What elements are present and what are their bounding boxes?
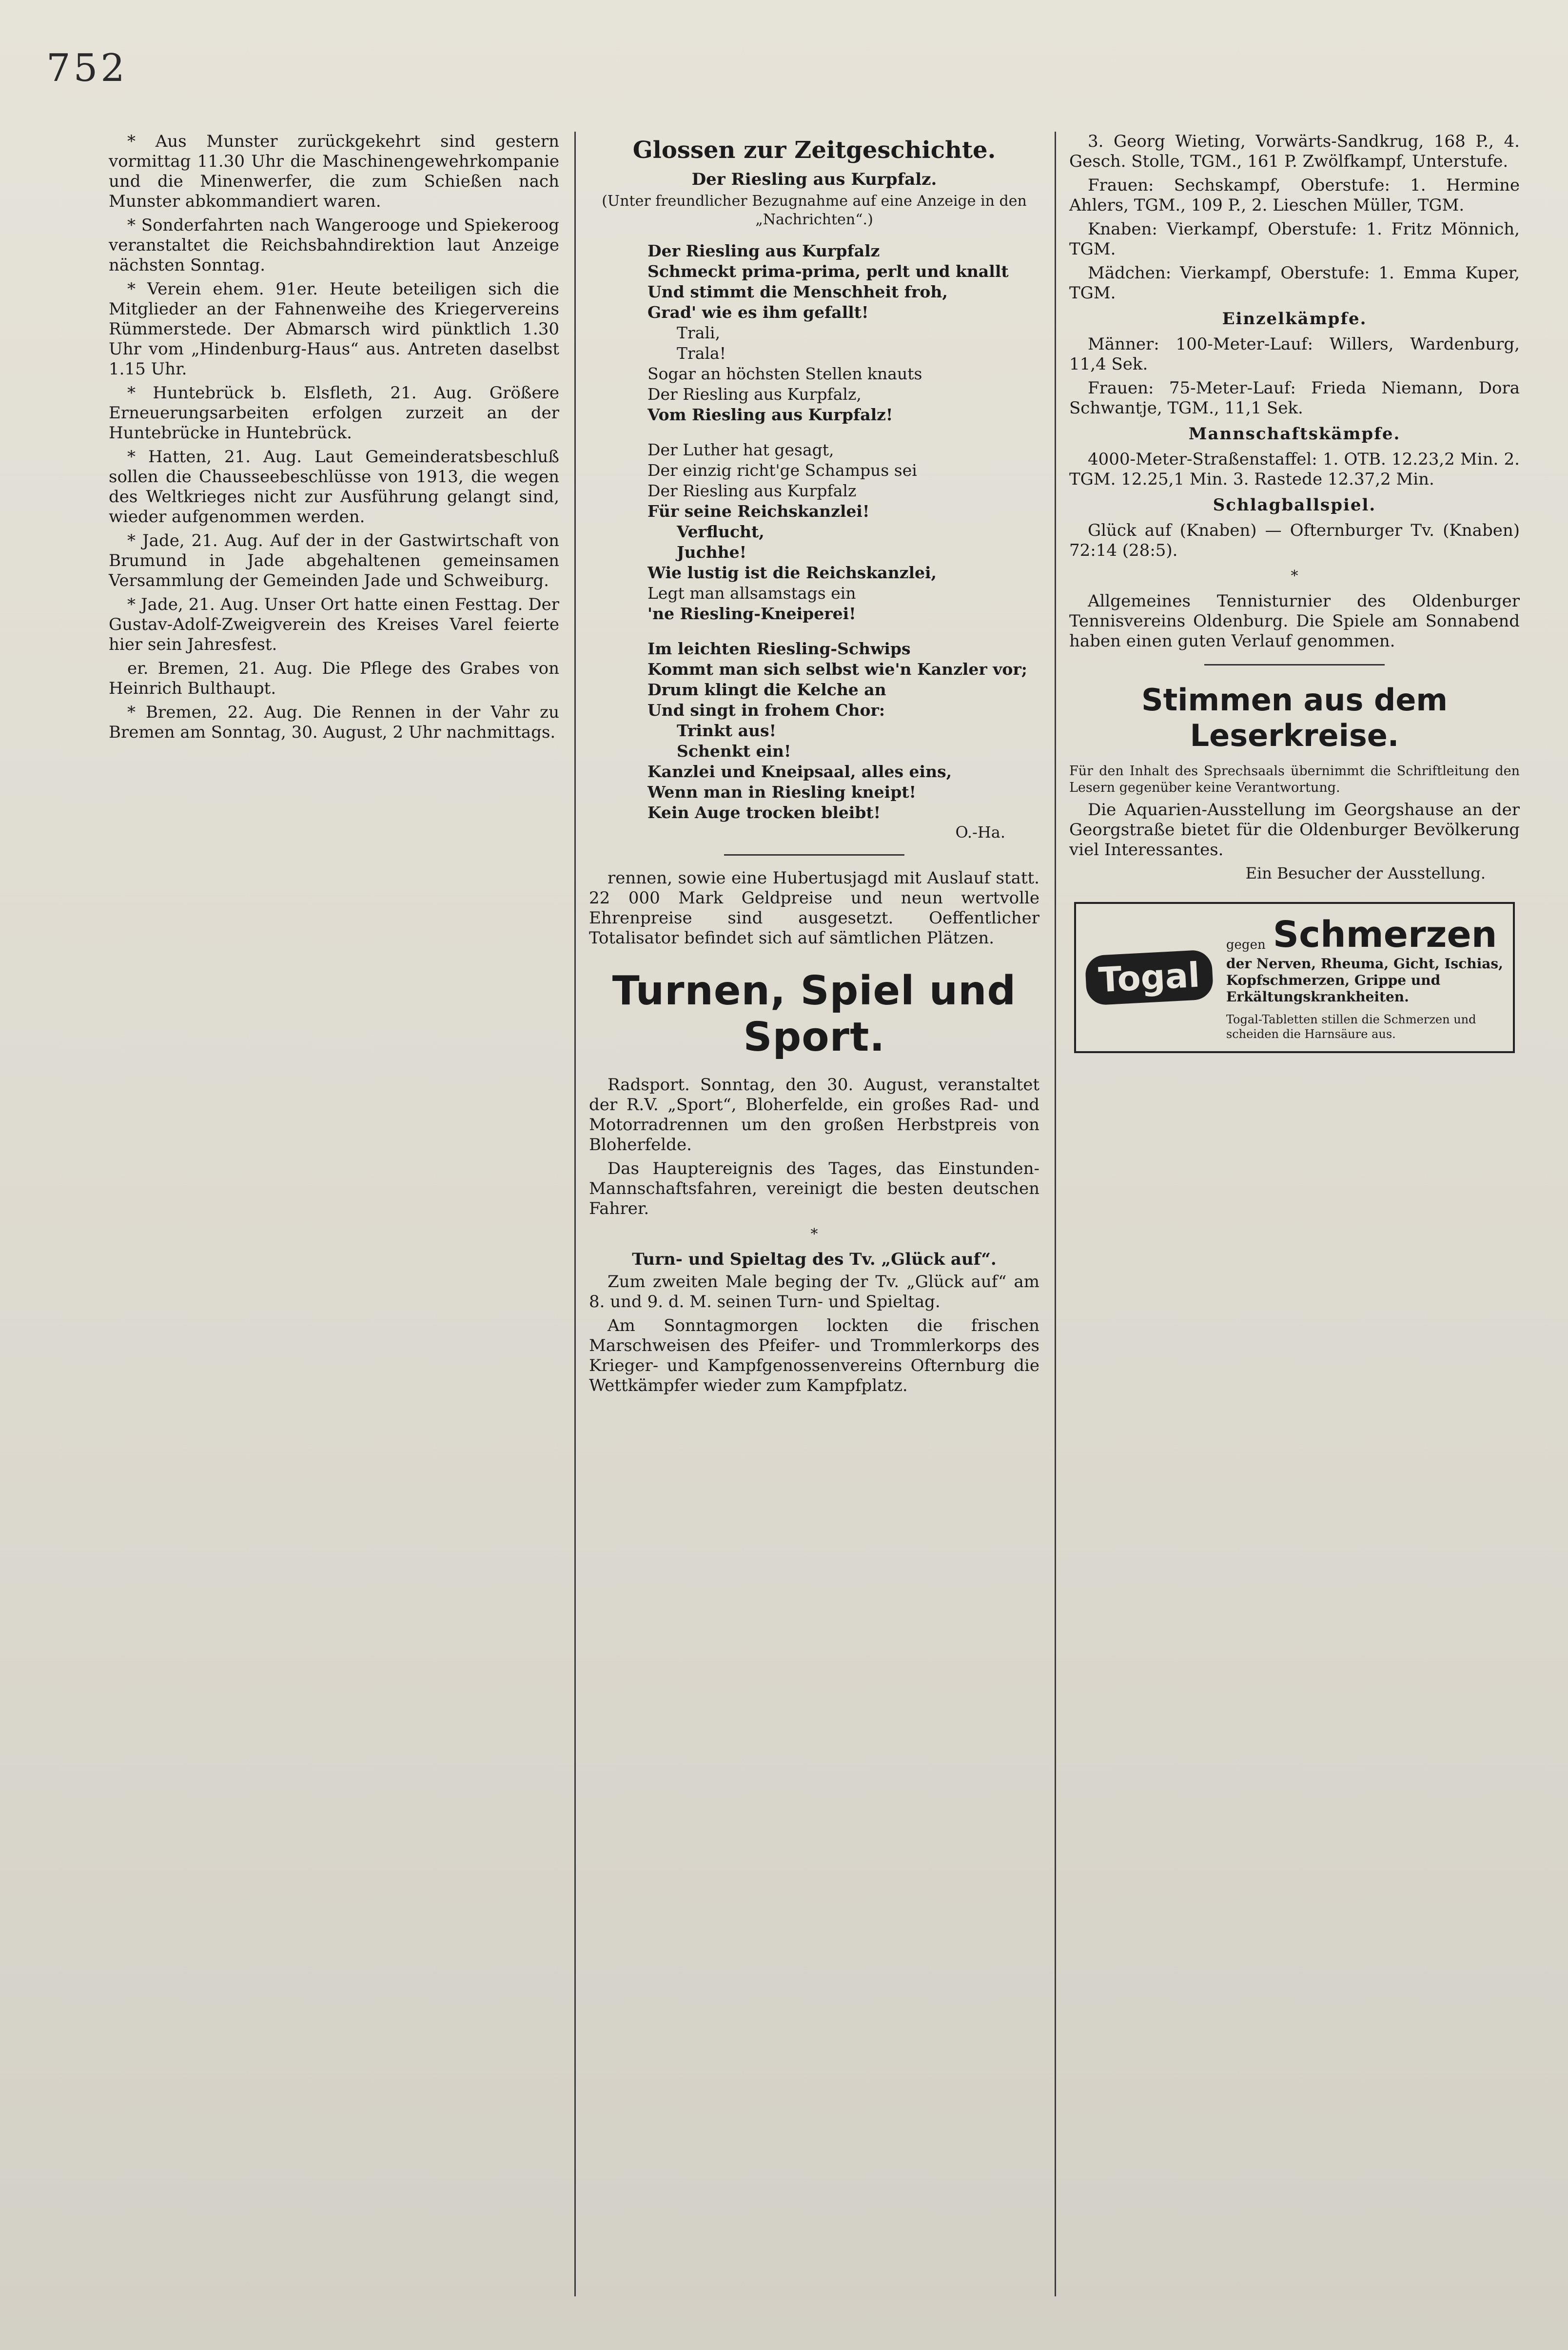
disclaimer: Für den Inhalt des Sprechsaals übernimmt die Schriftleitung den Lesern gegenüber keine Verantwortung.: [1069, 764, 1520, 795]
news-item: * Huntebrück b. Elsfleth, 21. Aug. Größere Erneuerungsarbeiten erfolgen zurzeit an der Huntebrücke in Huntebrück.: [109, 383, 559, 443]
news-item: Am Sonntagmorgen lockten die frischen Marschweisen des Pfeifer- und Trommlerkorps des Krieger- und Kampfgenossenvereins Ofternburg die Wettkämpfer wieder zum Kampfplatz.: [589, 1316, 1039, 1395]
poem-line: Und singt in frohem Chor:: [647, 701, 885, 720]
poem-line: Der Riesling aus Kurpfalz: [647, 241, 880, 260]
poem-line: Legt man allsamstags ein: [647, 584, 856, 603]
poem-line: Der einzig richt'ge Schampus sei: [647, 461, 917, 480]
news-item: er. Bremen, 21. Aug. Die Pflege des Grabes von Heinrich Bulthaupt.: [109, 659, 559, 698]
results-item: Männer: 100-Meter-Lauf: Willers, Wardenburg, 11,4 Sek.: [1069, 334, 1520, 374]
news-item: * Jade, 21. Aug. Auf der in der Gastwirtschaft von Brumund in Jade abgehaltenen gemeinsamen Versammlung der Gemeinden Jade und Schweiburg.: [109, 531, 559, 590]
poem-line: Der Riesling aus Kurpfalz: [647, 481, 857, 500]
results-item: 4000-Meter-Straßenstaffel: 1. OTB. 12.23,2 Min. 2. TGM. 12.25,1 Min. 3. Rastede 12.37,2 Min.: [1069, 450, 1520, 489]
section-divider: [1204, 664, 1385, 666]
leserkreise-heading: Stimmen aus dem Leserkreise.: [1141, 682, 1448, 753]
news-item: * Verein ehem. 91er. Heute beteiligen sich die Mitglieder an der Fahnenweihe des Kriegervereins Rümmerstede. Der Abmarsch wird pünktlich 1.30 Uhr vom „Hindenburg-Haus“ aus. Antreten daselbst 1.15 Uhr.: [109, 279, 559, 379]
ad-body: der Nerven, Rheuma, Gicht, Ischias, Kopfschmerzen, Grippe und Erkältungskrankheiten.: [1226, 956, 1503, 1005]
ad-content: [1226, 914, 1503, 1041]
results-item: Frauen: Sechskampf, Oberstufe: 1. Hermine Ahlers, TGM., 109 P., 2. Lieschen Müller, TGM.: [1069, 176, 1520, 215]
poem-line: Im leichten Riesling-Schwips: [647, 639, 911, 658]
news-item: Radsport. Sonntag, den 30. August, veranstaltet der R.V. „Sport“, Bloherfelde, ein großes Rad- und Motorradrennen um den großen Herbstpreis von Bloherfelde.: [589, 1075, 1039, 1155]
column-divider: [574, 132, 576, 2296]
results-item: Mädchen: Vierkampf, Oberstufe: 1. Emma Kuper, TGM.: [1069, 263, 1520, 303]
poem-line: Juchhe!: [677, 543, 747, 562]
news-item: Das Hauptereignis des Tages, das Einstunden-Mannschaftsfahren, vereinigt die besten deutschen Fahrer.: [589, 1159, 1039, 1218]
news-item: * Hatten, 21. Aug. Laut Gemeinderatsbeschluß sollen die Chausseebeschlüsse von 1913, die wegen des Weltkrieges nicht zur Ausführung gelangt sind, wieder aufgenommen werden.: [109, 447, 559, 527]
poem-line: Grad' wie es ihm gefallt!: [647, 303, 869, 322]
spieltag-heading: Turn- und Spieltag des Tv. „Glück auf“.: [632, 1250, 997, 1269]
poem-line: Kommt man sich selbst wie'n Kanzler vor;: [647, 660, 1027, 679]
poem-line: Drum klingt die Kelche an: [647, 680, 886, 699]
poem-line: Verflucht,: [677, 522, 764, 541]
ad-title: Schmerzen: [1273, 914, 1497, 956]
letter-signature: Ein Besucher der Ausstellung.: [1245, 864, 1486, 882]
news-item: Zum zweiten Male beging der Tv. „Glück auf“ am 8. und 9. d. M. seinen Turn- und Spieltag.: [589, 1272, 1039, 1312]
poem: [647, 241, 1039, 823]
poem-line: Wie lustig ist die Reichskanzlei,: [647, 563, 937, 582]
page-number: 752: [46, 46, 128, 90]
section-divider: [724, 854, 904, 856]
poem-line: Kein Auge trocken bleibt!: [647, 803, 881, 822]
news-item: rennen, sowie eine Hubertusjagd mit Auslauf statt. 22 000 Mark Geldpreise und neun wertvolle Ehrenpreise sind ausgesetzt. Oeffentlicher Totalisator befindet sich auf sämtlichen Plätzen.: [589, 868, 1039, 948]
news-item: * Jade, 21. Aug. Unser Ort hatte einen Festtag. Der Gustav-Adolf-Zweigverein des Kreises Varel feierte hier sein Jahresfest.: [109, 595, 559, 654]
poem-line: 'ne Riesling-Kneiperei!: [647, 604, 856, 623]
separator-star: *: [1291, 568, 1298, 585]
left-column: [100, 132, 568, 2296]
poem-line: Wenn man in Riesling kneipt!: [647, 783, 916, 802]
poem-title: Der Riesling aus Kurpfalz.: [691, 170, 937, 189]
middle-column: [580, 132, 1048, 2296]
results-item: 3. Georg Wieting, Vorwärts-Sandkrug, 168 P., 4. Gesch. Stolle, TGM., 161 P. Zwölfkampf, Unterstufe.: [1069, 132, 1520, 171]
poem-line: Und stimmt die Menschheit froh,: [647, 282, 948, 301]
results-item: Glück auf (Knaben) — Ofternburger Tv. (Knaben) 72:14 (28:5).: [1069, 521, 1520, 560]
poem-stanza: [647, 241, 1039, 425]
news-item: * Bremen, 22. Aug. Die Rennen in der Vahr zu Bremen am Sonntag, 30. August, 2 Uhr nachmittags.: [109, 703, 559, 742]
einzelkaempfe-heading: Einzelkämpfe.: [1222, 309, 1367, 329]
column-divider: [1055, 132, 1056, 2296]
togal-advertisement: [1074, 902, 1515, 1053]
ad-gegen: gegen: [1226, 937, 1266, 952]
schlagball-heading: Schlagballspiel.: [1213, 495, 1376, 515]
sport-heading: Turnen, Spiel und Sport.: [612, 968, 1017, 1060]
poem-line: Vom Riesling aus Kurpfalz!: [647, 405, 893, 424]
togal-logo: Togal: [1085, 949, 1214, 1005]
poem-line: Für seine Reichskanzlei!: [647, 502, 870, 521]
news-item: * Sonderfahrten nach Wangerooge und Spiekeroog veranstaltet die Reichsbahndirektion laut Anzeige nächsten Sonntag.: [109, 215, 559, 275]
poem-line: Trali,: [677, 323, 721, 342]
poem-line: Sogar an höchsten Stellen knauts: [647, 364, 922, 383]
poem-line: Kanzlei und Kneipsaal, alles eins,: [647, 762, 952, 781]
poem-line: Schenkt ein!: [677, 742, 791, 761]
news-item: * Aus Munster zurückgekehrt sind gestern vormittag 11.30 Uhr die Maschinengewehrkompanie und die Minenwerfer, die zum Schießen nach Munster abkommandiert waren.: [109, 132, 559, 211]
news-item: Allgemeines Tennisturnier des Oldenburger Tennisvereins Oldenburg. Die Spiele am Sonnabend haben einen guten Verlauf genommen.: [1069, 591, 1520, 651]
right-column: [1060, 132, 1529, 2296]
poem-stanza: [647, 440, 1039, 624]
poem-stanza: [647, 639, 1039, 823]
poem-note: (Unter freundlicher Bezugnahme auf eine Anzeige in den „Nachrichten“.): [602, 193, 1027, 228]
poem-line: Trinkt aus!: [677, 721, 777, 740]
results-item: Frauen: 75-Meter-Lauf: Frieda Niemann, Dora Schwantje, TGM., 11,1 Sek.: [1069, 378, 1520, 418]
results-item: Knaben: Vierkampf, Oberstufe: 1. Fritz Mönnich, TGM.: [1069, 219, 1520, 259]
mannschaft-heading: Mannschaftskämpfe.: [1188, 424, 1401, 444]
poem-line: Schmeckt prima-prima, perlt und knallt: [647, 262, 1009, 281]
poem-line: Trala!: [677, 344, 726, 363]
poem-line: Der Riesling aus Kurpfalz,: [647, 385, 862, 404]
poem-signature: O.-Ha.: [955, 823, 1005, 842]
separator-star: *: [810, 1226, 818, 1243]
ad-footer: Togal-Tabletten stillen die Schmerzen und scheiden die Harnsäure aus.: [1226, 1013, 1476, 1041]
letter-text: Die Aquarien-Ausstellung im Georgshause an der Georgstraße bietet für die Oldenburger Bevölkerung viel Interessantes.: [1069, 800, 1520, 860]
poem-line: Der Luther hat gesagt,: [647, 440, 834, 459]
glossen-heading: Glossen zur Zeitgeschichte.: [632, 137, 996, 164]
